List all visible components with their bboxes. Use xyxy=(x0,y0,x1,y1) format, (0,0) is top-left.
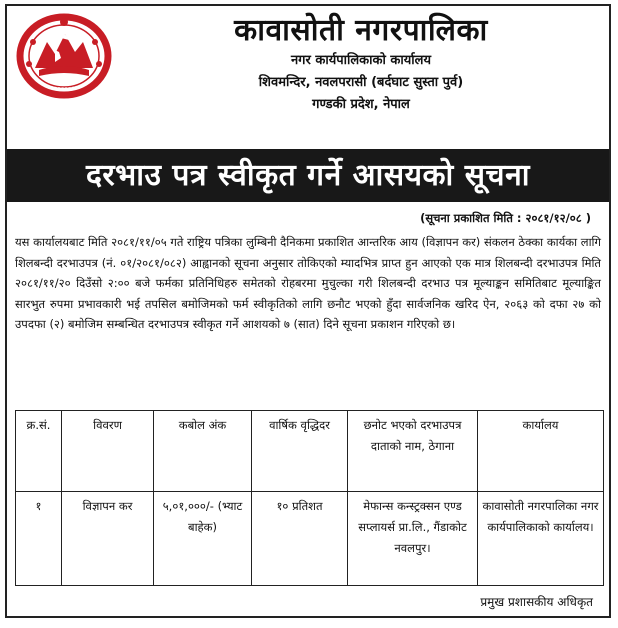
cell-description: विज्ञापन कर xyxy=(62,492,154,586)
emblem-icon xyxy=(15,12,113,100)
header xyxy=(117,12,605,116)
details-table xyxy=(15,410,604,586)
cell-office: कावासोती नगरपालिका नगर कार्यपालिकाको कार्यालय। xyxy=(478,492,604,586)
cell-serial: १ xyxy=(16,492,62,586)
col-header-description: विवरण xyxy=(62,411,154,492)
org-title: कावासोती नगरपालिका xyxy=(234,13,488,48)
province-country: गण्डकी प्रदेश, नेपाल xyxy=(312,97,410,112)
office-address: शिवमन्दिर, नवलपरासी (बर्दघाट सुस्ता पुर्व) xyxy=(258,75,464,90)
cell-annual-growth: १० प्रतिशत xyxy=(252,492,348,586)
published-date: (सूचना प्रकाशित मिति : २०८१/१२/०८ ) xyxy=(420,211,591,225)
notice-page xyxy=(5,4,611,618)
col-header-office: कार्यालय xyxy=(478,411,604,492)
col-header-bid-amount: कबोल अंक xyxy=(154,411,252,492)
signature-title: प्रमुख प्रशासकीय अधिकृत xyxy=(480,595,593,609)
cell-bidder: मेफान्स कन्स्ट्रक्सन एण्ड सप्लायर्स प्रा.लि., गैंडाकोट नवलपुर। xyxy=(348,492,478,586)
table-header-row xyxy=(16,411,604,492)
col-header-annual-growth: वार्षिक वृद्धिदर xyxy=(252,411,348,492)
col-header-bidder: छनोट भएको दरभाउपत्र दाताको नाम, ठेगाना xyxy=(348,411,478,492)
col-header-serial: क्र.सं. xyxy=(16,411,62,492)
notice-title-banner: दरभाउ पत्र स्वीकृत गर्ने आसयको सूचना xyxy=(7,149,609,202)
notice-body: यस कार्यालयबाट मिति २०८१/११/०५ गते राष्ट्रिय पत्रिका लुम्बिनी दैनिकमा प्रकाशित आन्तरिक आय (विज्ञापन कर) संकलन ठेक्का कार्यका लागि शिलबन्दी दरभाउपत्र (नं. ०१/२०८१/०८२) आह्वानको सूचना अनुसार तोकिएको म्यादभित्र प्राप्त हुन आएको एक मात्र शिलबन्दी दरभाउपत्र मिति २०८१/११/२० दिउँसो २:०० बजे फर्मका प्रतिनिधिहरु समेतको रोहबरमा मुचुल्का गरी शिलबन्दी दरभाउ पत्र मूल्याङ्कन समितिबाट मूल्याङ्कित सारभुत रुपमा प्रभावकारी भई तपसिल बमोजिमको फर्म स्वीकृतिको लागि छनौट भएको हुँदा सार्वजनिक खरिद ऐन, २०६३ को दफा २७ को उपदफा (२) बमोजिम सम्बन्धित दरभाउपत्र स्वीकृत गर्ने आशयको ७ (सात) दिने सूचना प्रकाशन गरिएको छ। xyxy=(15,235,601,332)
office-name: नगर कार्यपालिकाको कार्यालय xyxy=(290,53,432,68)
table-row xyxy=(16,492,604,586)
cell-bid-amount: ५,०१,०००/- (भ्याट बाहेक) xyxy=(154,492,252,586)
municipality-emblem xyxy=(15,12,113,100)
